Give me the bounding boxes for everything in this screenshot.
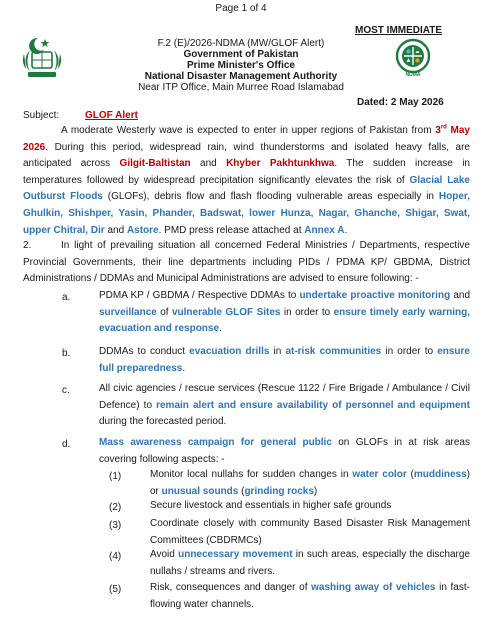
office-address: Near ITP Office, Main Murree Road Islamabad xyxy=(138,82,344,93)
government-name: Government of Pakistan xyxy=(183,49,299,60)
document-date xyxy=(357,97,444,109)
ndma-logo xyxy=(394,38,432,82)
sub-item-5: Risk, consequences and danger of washing away of vehicles in fast-flowing water channels. xyxy=(150,582,470,610)
date-value: 2 May 2026 xyxy=(390,97,444,108)
glof-term: Glacial Lake Outburst Floods xyxy=(23,174,470,203)
item-b: DDMAs to conduct evacuation drills in at-risk communities in order to ensure full preparedness. xyxy=(99,346,470,374)
region-gilgit-baltistan: Gilgit-Baltistan xyxy=(119,158,191,170)
sub-item-3: Coordinate closely with community Based Disaster Risk Management Committees (CBDRMCs) xyxy=(150,518,470,546)
item-d: Mass awareness campaign for general public on GLOFs in at risk areas covering following aspects: - xyxy=(99,437,470,465)
item-a: PDMA KP / GBDMA / Respective DDMAs to undertake proactive monitoring and surveillance of vulnerable GLOF Sites in order to ensure timely early warning, evacuation and response. xyxy=(99,290,470,335)
dated-label: Dated: xyxy=(357,97,389,108)
sub-item-4: Avoid unnecessary movement in such areas, especially the discharge nullahs / streams and rivers. xyxy=(150,549,470,577)
sub-item-3-label: (3) xyxy=(109,520,122,531)
subject-label: Subject: xyxy=(23,110,60,121)
paragraph-2-number: 2. xyxy=(23,240,32,251)
ndma-logo-text: NDMA xyxy=(405,72,421,78)
area-astore: Astore xyxy=(126,224,159,236)
item-c: All civic agencies / rescue services (Rescue 1122 / Fire Brigade / Ambulance / Civil Defence) to remain alert and ensure availability of personnel and equipment during the forecasted period. xyxy=(99,383,470,428)
office-name: Prime Minister's Office xyxy=(187,60,295,71)
sub-item-1-label: (1) xyxy=(109,471,122,482)
priority-label: MOST IMMEDIATE xyxy=(355,25,443,36)
region-khyber-pakhtunkhwa: Khyber Pakhtunkhwa xyxy=(226,158,335,170)
government-emblem xyxy=(14,32,70,80)
sub-item-5-label: (5) xyxy=(109,584,122,595)
item-b-label: b. xyxy=(62,348,71,359)
paragraph-2: 2. In light of prevailing situation all concerned Federal Ministries / Departments, respective Provincial Governments, their line departments including PIDs / PDMA KP/ GBDMA, District Administrations / DDMAs and Municipal Administrations are advised to ensure following: - xyxy=(23,240,470,285)
page-number: Page 1 of 4 xyxy=(215,3,267,14)
sub-item-2-label: (2) xyxy=(109,502,122,513)
sub-item-2: Secure livestock and essentials in higher safe grounds xyxy=(150,500,392,511)
sub-item-4-label: (4) xyxy=(109,551,122,562)
subject-title: GLOF Alert xyxy=(85,110,138,121)
annex-reference: Annex A xyxy=(304,224,345,236)
item-c-label: c. xyxy=(62,385,70,396)
sub-item-1: Monitor local nullahs for sudden changes in water color (muddiness) or unusual sounds (grinding rocks) xyxy=(150,469,470,497)
paragraph-1: A moderate Westerly wave is expected to enter in upper regions of Pakistan from 3rd May 2026. During this period, widespread rain, wind thunderstorms and isolated heavy falls, are anticipated across Gilgit-Baltistan and Khyber Pakhtunkhwa. The sudden increase in temperatures followed by widespread precipitation significantly elevates the risk of Glacial Lake Outburst Floods (GLOFs), debris flow and flash flooding vulnerable areas especially in Hoper, Ghulkin, Shishper, Yasin, Phander, Badswat, lower Hunza, Nagar, Ghanche, Shigar, Swat, upper Chitral, Dir and Astore. PMD press release attached at Annex A. xyxy=(23,124,470,236)
item-a-label: a. xyxy=(62,292,71,303)
authority-name: National Disaster Management Authority xyxy=(144,71,338,82)
date-highlight: 3rd May 2026 xyxy=(23,124,470,153)
item-d-label: d. xyxy=(62,439,71,450)
vulnerable-areas: Hoper, Ghulkin, Shishper, Yasin, Phander, Badswat, lower Hunza, Nagar, Ghanche, Shigar, Swat, upper Chitral, Dir xyxy=(23,191,470,236)
reference-number: F.2 (E)/2026-NDMA (MW/GLOF Alert) xyxy=(157,38,325,49)
